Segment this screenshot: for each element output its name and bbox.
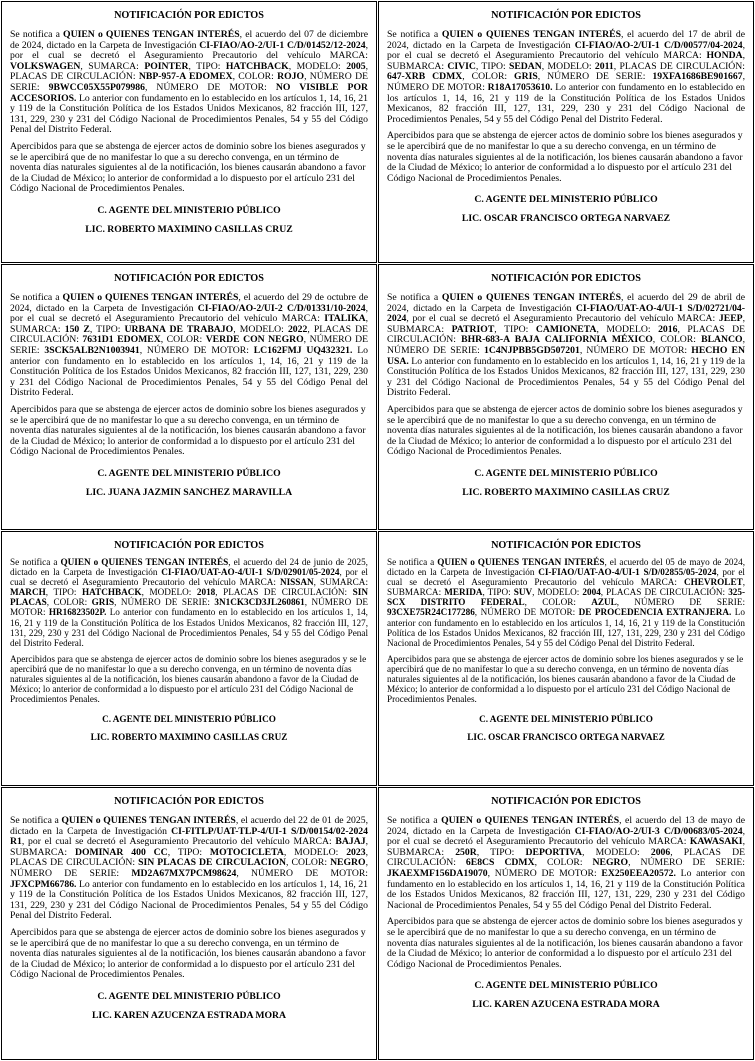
notice-body-bold-text: QUIEN o QUIENES TENGAN INTERÉS bbox=[441, 292, 621, 303]
notice-body-bold-text: QUIEN o QUIENES TENGAN INTERÉS bbox=[60, 557, 229, 567]
notice-body-bold-text: JEEP bbox=[718, 313, 743, 325]
notice-body bbox=[387, 816, 745, 911]
notice-body-text: Lo anterior con fundamento en lo establecido en los artículos 1, 14, 16, 21 y 119 de la Constitución Política de los Estados Unidos Mexicanos, 82 fracción III, 127, 131, 229, 230 y 231 del Código Nacional de Procedimientos Penales, 54 y 55 del Código Penal del Distrito Federal. bbox=[10, 92, 368, 136]
notice-body-bold-text: CI-FITLP/UAT-TLP-4/UI-1 S/D/00154/02-2024 R1 bbox=[10, 825, 368, 848]
notice-body-bold-text: 2018 bbox=[196, 587, 216, 598]
notice-body-bold-text: MD2A67MX7PCM98624 bbox=[131, 867, 237, 879]
notice-body bbox=[10, 816, 368, 922]
notice-body-text: , SUBMARCA: bbox=[10, 836, 368, 858]
notice-body-text: , TIPO: bbox=[494, 323, 536, 335]
notice-warning: Apercibidos para que se abstenga de ejercer actos de dominio sobre los bienes asegurados y se le apercibirá que de no manifestar lo que a su derecho convenga, en un término de noventa días naturales siguientes al de la notificación, los bienes causarán abandono a favor de la Ciudad de México; lo anterior de conformidad a lo dispuesto por el artículo 231 del Código Nacional de Procedimientos Penales. bbox=[387, 916, 743, 970]
notice-warning: Apercibidos para que se abstenga de ejercer actos de dominio sobre los bienes asegurados y se le apercibirá que de no manifestar lo que a su derecho convenga, en un término de noventa días naturales siguientes al de la notificación, los bienes causarán abandono a favor de la Ciudad de México; lo anterior de conformidad a lo dispuesto por el artículo 231 del Código Nacional de Procedimientos Penales. bbox=[387, 403, 743, 458]
notice-body-text: , NÚMERO DE SERIE: bbox=[537, 71, 653, 83]
signer-name: LIC. ROBERTO MAXIMINO CASILLAS CRUZ bbox=[90, 732, 288, 743]
notice-body-bold-text: CHEVROLET bbox=[683, 577, 743, 588]
notice-body-text: , COLOR: bbox=[524, 597, 592, 608]
notice-body-text: , PLACAS DE CIRCULACIÓN: bbox=[600, 587, 729, 598]
notice-body-bold-text: DOMINAR 400 CC bbox=[74, 846, 168, 858]
notice-body-bold-text: 9BWCC05X55P079986 bbox=[48, 81, 145, 93]
notice-body-bold-text: 3N1CK3CD3JL260861 bbox=[214, 597, 305, 608]
notice-title: NOTIFICACIÓN POR EDICTOS bbox=[491, 10, 641, 21]
notice-body-bold-text: QUIEN o QUIENES TENGAN INTERÉS bbox=[441, 815, 620, 826]
notice-body-text: Se notifica a bbox=[387, 292, 442, 303]
notice-body-bold-text: URBANA DE TRABAJO bbox=[124, 323, 234, 335]
notice-body-text: , el acuerdo del 22 de 01 de 2025, dictado en la Carpeta de Investigación bbox=[10, 815, 369, 837]
notice-warning: Apercibidos para que se abstenga de ejercer actos de dominio sobre los bienes asegurados y se le apercibirá que de no manifestar lo que a su derecho convenga, en un término de noventa días naturales siguientes al de la notificación, los bienes causarán abandono a favor de la Ciudad de México; lo anterior de conformidad a lo dispuesto por el artículo 231 del Código Nacional de Procedimientos Penales. bbox=[387, 130, 743, 184]
notice-body-bold-text: GRIS bbox=[514, 71, 538, 83]
notice-body-text: , COLOR: bbox=[286, 857, 331, 869]
notice-body-text: , TIPO: bbox=[188, 60, 226, 72]
notice-body-bold-text: CI-FIAO/AO-2/UI-3 C/D/00683/05-2024 bbox=[574, 825, 743, 837]
notice-body-bold-text: HR16823502P. bbox=[48, 607, 107, 618]
notice-body-text: , por el cual se decretó el Aseguramiento Precautorio del vehículo MARCA: bbox=[387, 567, 745, 588]
notice-body-text: Lo anterior con fundamento en lo establecido en los artículos 1, 14, 16, 21 y 119 de la Constitución Política de los Estados Unidos Mexicanos, 82 fracción III, 127, 131, 229, 230 y 231 del Código Nacional de Procedimientos Penales, 54 y 55 del Código Penal del Distrito Federal. bbox=[387, 607, 745, 648]
signer-name: LIC. OSCAR FRANCISCO ORTEGA NARVAEZ bbox=[461, 213, 671, 225]
notice-title: NOTIFICACIÓN POR EDICTOS bbox=[114, 796, 264, 807]
notice-body-bold-text: CI-FIAO/AO-2/UI-2 C/D/01331/10-2024 bbox=[197, 302, 366, 314]
notice-title: NOTIFICACIÓN POR EDICTOS bbox=[491, 273, 641, 284]
notice-body-bold-text: 2004 bbox=[582, 587, 601, 598]
notice-body-text: , NÚMERO DE SERIE: bbox=[628, 857, 745, 869]
notice-body-bold-text: BLANCO bbox=[701, 334, 743, 346]
notice-card bbox=[1, 531, 377, 786]
notice-body-bold-text: ROJO bbox=[277, 71, 305, 83]
notice-body-bold-text: LC162FMJ UQ432321. bbox=[253, 344, 353, 356]
notice-title: NOTIFICACIÓN POR EDICTOS bbox=[114, 273, 264, 284]
signer-role: C. AGENTE DEL MINISTERIO PÚBLICO bbox=[474, 980, 658, 992]
notice-body-bold-text: QUIEN o QUIENES TENGAN INTERÉS bbox=[441, 29, 621, 40]
signer-name: LIC. KAREN AZUCENA ESTRADA MORA bbox=[472, 999, 660, 1011]
notice-body-text: Lo anterior con fundamento en lo establecido en los artículos 1, 14, 16, 21 y 119 de la Constitución Política de los Estados Unidos Mexicanos, 82 fracción III, 127, 131, 229, 230 y 231 del Código Nacional de Procedimientos Penales, 54 y 55 del Código Penal del Distrito Federal. bbox=[387, 81, 745, 125]
notice-body-text: Se notifica a bbox=[10, 292, 63, 303]
notice-body-bold-text: MERIDA bbox=[444, 587, 483, 598]
notice-body-text: , MODELO: bbox=[233, 323, 288, 335]
notice-body-text: Se notifica a bbox=[387, 815, 442, 826]
notice-body-text: , PLACAS DE CIRCULACIÓN: bbox=[10, 323, 369, 346]
notice-body-bold-text: QUIEN o QUIENES TENGAN INTERÉS bbox=[437, 557, 605, 567]
notice-body-bold-text: CI-FIAO/UAT-AO-4/UI-1 S/D/02855/05-2024 bbox=[538, 567, 717, 578]
notice-card bbox=[1, 787, 377, 1060]
notice-body-bold-text: 93CXE75R24C177286 bbox=[387, 607, 475, 618]
notice-body-bold-text: CAMIONETA bbox=[535, 323, 597, 335]
notice-body-text: , por el cual se decretó el Aseguramiento Precautorio del vehículo MARCA: bbox=[406, 313, 719, 325]
notice-title: NOTIFICACIÓN POR EDICTOS bbox=[114, 540, 264, 551]
notice-body-text: Se notifica a bbox=[387, 29, 442, 40]
notice-body-text: , TIPO: bbox=[476, 846, 526, 858]
notice-body-text: , MODELO: bbox=[288, 60, 347, 72]
notice-body-text: , TIPO: bbox=[89, 323, 125, 335]
notice-body-text: , NÚMERO DE SERIE: bbox=[616, 597, 746, 608]
notice-body-text: Lo anterior con fundamento en lo establecido en los artículos 1, 14, 16, 21 y 119 de la Constitución Política de los Estados Unidos Mexicanos, 82 fracción III, 127, 131, 229, 230 y 231 del Código Nacional de Procedimientos Penales, 54 y 55 del Código Penal del Distrito Federal. bbox=[10, 344, 368, 399]
notice-body-bold-text: JFXCPM66786. bbox=[10, 878, 77, 890]
notice-body-text: , SUBMARCA: bbox=[387, 313, 745, 335]
notice-body-bold-text: DE PROCEDENCIA EXTRANJERA. bbox=[578, 607, 732, 618]
notice-body-bold-text: QUIEN o QUIENES TENGAN INTERÉS bbox=[62, 292, 239, 303]
notice-card bbox=[1, 264, 377, 530]
notice-body-text: , COLOR: bbox=[160, 334, 206, 346]
notice-body-text: , SUMARCA: bbox=[10, 313, 368, 335]
notice-body-bold-text: NEGRO bbox=[330, 857, 366, 869]
notice-body-text: , NÚMERO DE SERIE: bbox=[10, 334, 368, 356]
notice-body-bold-text: MOTOCICLETA bbox=[209, 846, 284, 858]
notice-body-text: , por el cual se decretó el Aseguramiento Precautorio del vehículo MARCA: bbox=[10, 302, 369, 325]
signer-role: C. AGENTE DEL MINISTERIO PÚBLICO bbox=[102, 714, 276, 725]
notice-body-bold-text: 19XFA1686BE901667 bbox=[652, 71, 743, 83]
notice-card bbox=[378, 1, 754, 263]
notice-body-bold-text: SEDAN bbox=[508, 60, 542, 72]
notice-body-bold-text: 2011 bbox=[594, 60, 614, 72]
notice-body-bold-text: HONDA bbox=[706, 50, 743, 62]
signer-name: LIC. ROBERTO MAXIMINO CASILLAS CRUZ bbox=[462, 486, 670, 498]
notice-body-text: , NÚMERO DE SERIE: bbox=[114, 597, 215, 608]
notice-warning: Apercibidos para que se abstenga de ejercer actos de dominio sobre los bienes asegurados y se le apercibirá que de no manifestar lo que a su derecho convenga, en un término de noventa días naturales siguientes al de la notificación, los bienes causarán abandono a favor de la Ciudad de México; lo anterior de conformidad a lo dispuesto por el artículo 231 del Código Nacional de Procedimientos Penales. bbox=[10, 140, 366, 195]
notice-title: NOTIFICACIÓN POR EDICTOS bbox=[491, 540, 641, 551]
notice-body-bold-text: CIVIC bbox=[447, 60, 476, 72]
notice-body-bold-text: DEPORTIVA bbox=[525, 846, 583, 858]
notice-body-bold-text: R18A17053610. bbox=[487, 81, 553, 93]
notice-body-bold-text: 3SCK5ALB2N1003941 bbox=[44, 344, 140, 356]
notice-body-text: , NÚMERO DE MOTOR: bbox=[474, 607, 579, 618]
notice-body-bold-text: 1C4NJPBB5GD507201 bbox=[484, 344, 580, 356]
notice-body-text: , COLOR: bbox=[534, 857, 593, 869]
notice-body-text: , MODELO: bbox=[532, 587, 583, 598]
notice-body-bold-text: AZUL bbox=[591, 597, 617, 608]
notice-body-text: , TIPO: bbox=[167, 846, 210, 858]
notice-body-text: , el acuerdo del 13 de mayo de 2024, dictado en la Carpeta de Investigación bbox=[387, 815, 745, 837]
notice-body-text: , NÚMERO DE MOTOR: bbox=[579, 344, 692, 356]
notice-body-text: , por el cual se decretó el Aseguramiento Precautorio del vehículo MARCA: bbox=[10, 39, 368, 62]
notice-body-bold-text: BAJAJ bbox=[335, 836, 366, 848]
notice-body-bold-text: VOLKSWAGEN bbox=[10, 60, 81, 72]
notice-body-bold-text: HATCHBACK bbox=[225, 60, 289, 72]
notice-body-text: , por el cual se decretó el Aseguramiento Precautorio del vehículo MARCA: bbox=[21, 836, 336, 848]
notice-body bbox=[387, 293, 745, 399]
notice-body-text: , COLOR: bbox=[652, 334, 702, 346]
notice-body-bold-text: SIN PLACAS DE CIRCULACION bbox=[138, 857, 287, 869]
notice-body-text: Se notifica a bbox=[10, 29, 64, 40]
notice-body-bold-text: GRIS bbox=[91, 597, 115, 608]
notice-body-text: Se notifica a bbox=[10, 557, 61, 567]
notice-body-bold-text: JKAEXMF156DA19070 bbox=[387, 867, 488, 879]
notice-body-bold-text: QUIEN o QUIENES TENGAN INTERÉS bbox=[63, 29, 240, 40]
notice-body-text: , NÚMERO DE MOTOR: bbox=[487, 867, 602, 879]
notice-body-text: , NÚMERO DE SERIE: bbox=[387, 334, 745, 356]
notice-body-bold-text: 647-XRB CDMX bbox=[387, 71, 463, 83]
notice-body-text: , TIPO: bbox=[482, 587, 514, 598]
notice-body-text: , NÚMERO DE MOTOR: bbox=[10, 597, 368, 618]
notice-card bbox=[1, 1, 377, 263]
signer-name: LIC. ROBERTO MAXIMINO CASILLAS CRUZ bbox=[85, 223, 293, 235]
signer-role: C. AGENTE DEL MINISTERIO PÚBLICO bbox=[479, 714, 653, 725]
notice-card bbox=[378, 264, 754, 530]
notice-body-text: Lo anterior con fundamento en lo establecido en los artículos 1, 14, 16, 21 y 119 de la Constitución Política de los Estados Unidos Mexicanos, 82 fracción III, 127, 131, 229, 230 y 231 del Código Nacional de Procedimientos Penales, 54 y 55 del Código Penal del Distrito Federal. bbox=[387, 355, 745, 399]
notice-body-text: , SUBMARCA: bbox=[387, 836, 745, 858]
notice-body-text: , MODELO: bbox=[596, 323, 659, 335]
signer-name: LIC. KAREN AZUCENZA ESTRADA MORA bbox=[91, 1009, 287, 1021]
signer-role: C. AGENTE DEL MINISTERIO PÚBLICO bbox=[97, 204, 281, 216]
notice-body-bold-text: VERDE CON NEGRO bbox=[205, 334, 304, 346]
notice-body-text: , MODELO: bbox=[541, 60, 595, 72]
notice-body-text: , MODELO: bbox=[582, 846, 651, 858]
notice-body-text: , PLACAS DE CIRCULACIÓN: bbox=[387, 846, 745, 869]
notice-body-text: , NÚMERO DE SERIE: bbox=[10, 857, 369, 879]
notice-body-text: , COLOR: bbox=[46, 597, 92, 608]
notice-body bbox=[387, 557, 745, 648]
notice-body-bold-text: 2006 bbox=[650, 846, 671, 858]
notice-body-text: , el acuerdo del 29 de octubre de 2024, dictado en la Carpeta de Investigación bbox=[10, 292, 369, 314]
notice-body-bold-text: 6E8CS CDMX bbox=[465, 857, 535, 869]
notice-body bbox=[10, 557, 368, 648]
notice-body-text: Se notifica a bbox=[10, 815, 62, 826]
notice-body-bold-text: KAWASAKI bbox=[689, 836, 743, 848]
signer-role: C. AGENTE DEL MINISTERIO PÚBLICO bbox=[474, 194, 658, 206]
notice-body-text: , NÚMERO DE MOTOR: bbox=[236, 867, 368, 879]
notice-title: NOTIFICACIÓN POR EDICTOS bbox=[491, 796, 641, 807]
notice-body bbox=[10, 30, 368, 136]
notice-body-text: , SUBMARCA: bbox=[387, 50, 745, 72]
notice-body-text: , el acuerdo del 07 de diciembre de 2024, dictado en la Carpeta de Investigación bbox=[10, 29, 369, 51]
notice-warning: Apercibidos para que se abstenga de ejercer actos de dominio sobre los bienes asegurados y se le apercibirá que de no manifestar lo que a su derecho convenga, en un término de noventa días naturales siguientes al de la notificación, los bienes causarán abandono a favor de la Ciudad de México; lo anterior de conformidad a lo dispuesto por el artículo 231 del Código Nacional de Procedimientos Penales. bbox=[10, 653, 367, 705]
notice-body-bold-text: 2005 bbox=[346, 60, 366, 72]
notice-body-bold-text: CI-FIAO/UAT-AO-4/UI-1 S/D/02721/04-2024 bbox=[387, 302, 745, 325]
notice-body-bold-text: PATRIOT bbox=[451, 323, 495, 335]
notice-body-bold-text: CI-FIAO/AO-2/UI-1 C/D/00577/04-2024 bbox=[574, 39, 743, 51]
notice-body-text: , TIPO: bbox=[45, 587, 82, 598]
notice-body-text: Lo anterior con fundamento en lo establecido en los artículos 1, 14, 16, 21 y 119 de la Constitución Política de los Estados Unidos Mexicanos, 82 fracción III, 127, 131, 229, 230 y 231 del Código Nacional de Procedimientos Penales, 54 y 55 del Código Penal del Distrito Federal. bbox=[10, 878, 368, 922]
notice-body-text: , el acuerdo del 29 de abril de 2024, dictado en la Carpeta de Investigación bbox=[387, 292, 745, 314]
notice-body-text: , PLACAS DE CIRCULACIÓN: bbox=[387, 323, 745, 346]
notice-body-bold-text: CI-FIAO/AO-2/UI-1 C/D/01452/12-2024 bbox=[199, 39, 366, 51]
notice-card bbox=[378, 531, 754, 786]
notice-body-text: , PLACAS DE CIRCULACIÓN: bbox=[10, 60, 368, 83]
notice-body-text: Lo anterior con fundamento en lo establecido en los artículos 1, 14, 16, 21 y 119 de la Constitución Política de los Estados Unidos Mexicanos, 82 fracción III, 127, 131, 229, 230 y 231 del Código Nacional de Procedimientos Penales, 54 y 55 del Código Penal del Distrito Federal. bbox=[387, 867, 745, 911]
signer-role: C. AGENTE DEL MINISTERIO PÚBLICO bbox=[97, 990, 281, 1002]
notice-body-bold-text: ITALIKA bbox=[324, 313, 366, 325]
signer-name: LIC. JUANA JAZMIN SANCHEZ MARAVILLA bbox=[85, 486, 293, 498]
notice-body-text: , PLACAS DE CIRCULACIÓN: bbox=[613, 60, 745, 72]
notice-body-text: , el acuerdo del 05 de mayo de 2024, dictado en la Carpeta de Investigación bbox=[387, 557, 745, 578]
notice-body-bold-text: BHR-683-A BAJA CALIFORNIA MÉXICO bbox=[461, 334, 653, 346]
notice-title: NOTIFICACIÓN POR EDICTOS bbox=[114, 10, 264, 21]
notice-body-bold-text: 150 Z bbox=[64, 323, 90, 335]
notice-body-text: , NÚMERO DE SERIE: bbox=[10, 71, 368, 93]
notice-body-text: , SUMARCA: bbox=[80, 60, 145, 72]
notice-body-text: , NÚMERO DE MOTOR: bbox=[387, 71, 746, 93]
notice-body-text: , por el cual se decretó el Aseguramiento Precautorio del vehículo MARCA: bbox=[10, 567, 368, 588]
signer-role: C. AGENTE DEL MINISTERIO PÚBLICO bbox=[474, 467, 658, 479]
notice-body-bold-text: MARCH bbox=[10, 587, 46, 598]
notice-body-bold-text: NEGRO bbox=[592, 857, 629, 869]
notice-body-bold-text: NISSAN bbox=[279, 577, 314, 588]
notice-warning: Apercibidos para que se abstenga de ejercer actos de dominio sobre los bienes asegurados y se le apercibirá que de no manifestar lo que a su derecho convenga, en un término de noventa días naturales siguientes al de la notificación, los bienes causarán abandono a favor de la Ciudad de México; lo anterior de conformidad a lo dispuesto por el artículo 231 del Código Nacional de Procedimientos Penales. bbox=[387, 653, 744, 705]
notice-body-text: , COLOR: bbox=[232, 71, 278, 83]
notice-body-bold-text: SIN PLACAS bbox=[10, 587, 368, 608]
notice-body-text: , MODELO: bbox=[283, 846, 347, 858]
notice-body-bold-text: 325-SCX DISTRITO FEDERAL bbox=[387, 587, 746, 608]
notice-body-bold-text: NO VISIBLE POR ACCESORIOS. bbox=[10, 81, 368, 104]
notice-body-text: , PLACAS DE CIRCULACIÓN: bbox=[215, 587, 353, 598]
notice-body-text: , el acuerdo del 17 de abril de 2024, dictado en la Carpeta de Investigación bbox=[387, 29, 745, 51]
signer-name: LIC. OSCAR FRANCISCO ORTEGA NARVAEZ bbox=[467, 732, 665, 743]
notice-body-text: , por el cual se decretó el Aseguramiento Precautorio del vehículo MARCA: bbox=[387, 825, 746, 848]
notice-body-text: , SUBMARCA: bbox=[387, 577, 745, 598]
notice-body-text: , por el cual se decretó el Aseguramiento Precautorio del vehículo MARCA: bbox=[387, 39, 746, 62]
notice-body-bold-text: EX250EEA20572. bbox=[601, 867, 676, 879]
notice-body-text: , SUMARCA: bbox=[313, 577, 368, 588]
notice-body-bold-text: HECHO EN USA. bbox=[387, 344, 745, 367]
notice-body-text: , TIPO: bbox=[475, 60, 509, 72]
notice-body-text: , PLACAS DE CIRCULACIÓN: bbox=[10, 846, 368, 869]
notice-body bbox=[10, 293, 368, 399]
notice-body-text: Se notifica a bbox=[387, 557, 438, 567]
notice-body-text: , MODELO: bbox=[141, 587, 197, 598]
notice-body-bold-text: HATCHBACK bbox=[82, 587, 142, 598]
notice-body-bold-text: 7631D1 EDOMEX bbox=[82, 334, 161, 346]
notice-body-bold-text: CI-FIAO/UAT-AO-4/UI-1 S/D/02901/05-2024 bbox=[161, 567, 340, 578]
notice-body-text: , NÚMERO DE MOTOR: bbox=[144, 81, 276, 93]
notice-body-text: , el acuerdo del 24 de junio de 2025, dictado en la Carpeta de Investigación bbox=[10, 557, 368, 578]
notice-body-bold-text: 250R bbox=[455, 846, 477, 858]
notice-body-bold-text: 2022 bbox=[287, 323, 308, 335]
notice-warning: Apercibidos para que se abstenga de ejercer actos de dominio sobre los bienes asegurados y se le apercibirá que de no manifestar lo que a su derecho convenga, en un término de noventa días naturales siguientes al de la notificación, los bienes causarán abandono a favor de la Ciudad de México; lo anterior de conformidad a lo dispuesto por el artículo 231 del Código Nacional de Procedimientos Penales. bbox=[10, 403, 366, 458]
notice-warning: Apercibidos para que se abstenga de ejercer actos de dominio sobre los bienes asegurados y se le apercibirá que de no manifestar lo que a su derecho convenga, en un término de noventa días naturales siguientes al de la notificación, los bienes causarán abandono a favor de la Ciudad de México; lo anterior de conformidad a lo dispuesto por el artículo 231 del Código Nacional de Procedimientos Penales. bbox=[10, 926, 366, 981]
notice-body-bold-text: NBP-957-A EDOMEX bbox=[138, 71, 233, 83]
notice-body bbox=[387, 30, 745, 125]
notice-body-bold-text: 2016 bbox=[658, 323, 678, 335]
notice-card bbox=[378, 787, 754, 1060]
notice-body-bold-text: 2023 bbox=[346, 846, 366, 858]
notice-body-text: Lo anterior con fundamento en lo establecido en los artículos 1, 14, 16, 21 y 119 de la Constitución Política de los Estados Unidos Mexicanos, 82 fracción III, 127, 131, 229, 230 y 231 del Código Nacional de Procedimientos Penales, 54 y 55 del Código Penal del Distrito Federal. bbox=[10, 607, 368, 648]
signer-role: C. AGENTE DEL MINISTERIO PÚBLICO bbox=[97, 467, 281, 479]
notice-body-bold-text: SUV bbox=[513, 587, 533, 598]
notice-body-text: , COLOR: bbox=[462, 71, 515, 83]
notice-body-bold-text: POINTER bbox=[144, 60, 189, 72]
notice-body-text: , NÚMERO DE MOTOR: bbox=[139, 344, 254, 356]
notice-body-bold-text: QUIEN o QUIENES TENGAN INTERÉS bbox=[61, 815, 236, 826]
